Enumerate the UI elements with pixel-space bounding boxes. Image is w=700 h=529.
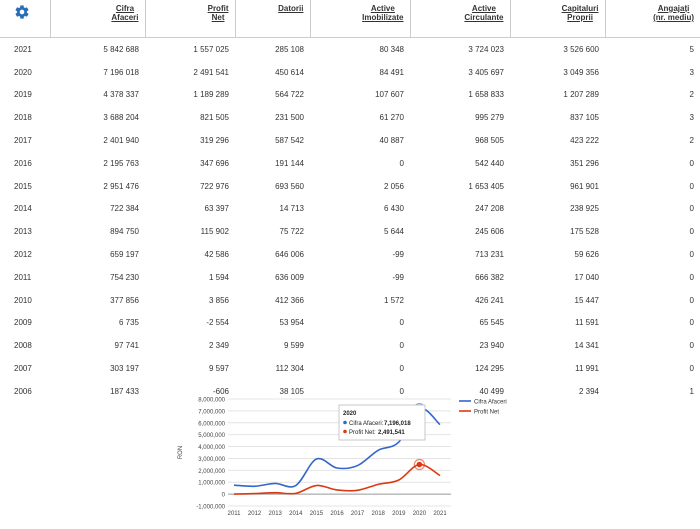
table-row bbox=[0, 266, 700, 289]
x-tick-label: 2021 bbox=[433, 511, 447, 517]
value-cell: 646 006 bbox=[275, 250, 304, 260]
col-active-imobilizate[interactable]: Active Imobilizate bbox=[310, 0, 410, 38]
value-cell: 61 270 bbox=[379, 113, 404, 123]
table-row bbox=[0, 198, 700, 221]
x-tick-label: 2020 bbox=[412, 511, 427, 517]
value-cell: 1 658 833 bbox=[468, 90, 504, 100]
year-cell: 2019 bbox=[14, 90, 32, 100]
year-cell: 2010 bbox=[14, 295, 32, 305]
line-chart bbox=[168, 385, 524, 527]
year-cell: 2006 bbox=[14, 386, 32, 396]
value-cell: 112 304 bbox=[275, 364, 304, 374]
table-row bbox=[0, 334, 700, 357]
value-cell: 3 bbox=[689, 67, 694, 77]
value-cell: 40 887 bbox=[379, 136, 404, 146]
value-cell: 59 626 bbox=[574, 250, 599, 260]
value-cell: 2 349 bbox=[208, 341, 229, 351]
value-cell: 2 951 476 bbox=[103, 181, 139, 191]
table-row bbox=[0, 84, 700, 107]
value-cell: 5 bbox=[689, 44, 694, 54]
value-cell: 351 296 bbox=[570, 158, 599, 168]
value-cell: 3 049 356 bbox=[563, 67, 599, 77]
value-cell: 347 696 bbox=[200, 158, 229, 168]
value-cell: 9 599 bbox=[283, 341, 304, 351]
table-body bbox=[0, 38, 700, 403]
value-cell: 0 bbox=[399, 386, 404, 396]
value-cell: 14 713 bbox=[279, 204, 304, 214]
value-cell: 75 722 bbox=[279, 227, 304, 237]
tooltip-label: Profit Net: bbox=[349, 430, 376, 436]
gear-icon[interactable] bbox=[14, 4, 30, 20]
tooltip-marker bbox=[343, 421, 347, 425]
value-cell: 115 902 bbox=[200, 227, 229, 237]
value-cell: -99 bbox=[392, 272, 404, 282]
value-cell: 2 195 763 bbox=[103, 158, 139, 168]
value-cell: 0 bbox=[689, 181, 694, 191]
table-row bbox=[0, 38, 700, 61]
year-cell: 2011 bbox=[14, 272, 32, 282]
table-row bbox=[0, 152, 700, 175]
x-tick-label: 2011 bbox=[227, 511, 241, 517]
y-tick-label: 2,000,000 bbox=[198, 468, 225, 475]
value-cell: 659 197 bbox=[110, 250, 139, 260]
value-cell: 754 230 bbox=[110, 272, 139, 282]
value-cell: 124 295 bbox=[475, 364, 504, 374]
year-cell: 2008 bbox=[14, 341, 32, 351]
value-cell: -2 554 bbox=[206, 318, 229, 328]
tooltip-year: 2020 bbox=[343, 411, 357, 417]
tooltip-label: Cifra Afaceri: bbox=[349, 421, 384, 427]
x-tick-label: 2017 bbox=[350, 511, 365, 517]
year-cell: 2015 bbox=[14, 181, 32, 191]
value-cell: 231 500 bbox=[275, 113, 304, 123]
value-cell: 968 505 bbox=[475, 136, 504, 146]
col-active-circulante[interactable]: Active Circulante bbox=[410, 0, 510, 38]
year-cell: 2018 bbox=[14, 113, 32, 123]
y-tick-label: 8,000,000 bbox=[198, 397, 225, 404]
value-cell: 0 bbox=[689, 364, 694, 374]
value-cell: 722 384 bbox=[110, 204, 139, 214]
col-profit-net[interactable]: Profit Net bbox=[145, 0, 235, 38]
year-cell: 2012 bbox=[14, 250, 32, 260]
value-cell: 3 688 204 bbox=[103, 113, 139, 123]
x-tick-label: 2014 bbox=[289, 511, 303, 517]
table-row bbox=[0, 312, 700, 335]
x-tick-label: 2016 bbox=[330, 511, 344, 517]
value-cell: 1 207 289 bbox=[563, 90, 599, 100]
value-cell: 2 056 bbox=[383, 181, 404, 191]
value-cell: 238 925 bbox=[570, 204, 599, 214]
value-cell: 666 382 bbox=[475, 272, 504, 282]
value-cell: 17 040 bbox=[574, 272, 599, 282]
value-cell: 9 597 bbox=[208, 364, 229, 374]
value-cell: 3 bbox=[689, 113, 694, 123]
value-cell: 564 722 bbox=[275, 90, 304, 100]
value-cell: 894 750 bbox=[110, 227, 139, 237]
x-tick-label: 2012 bbox=[247, 511, 262, 517]
highlight-point bbox=[417, 462, 423, 468]
value-cell: 412 366 bbox=[275, 295, 304, 305]
y-axis-label: RON bbox=[178, 445, 184, 460]
value-cell: 7 196 018 bbox=[103, 67, 139, 77]
value-cell: 247 208 bbox=[475, 204, 504, 214]
table-row bbox=[0, 357, 700, 380]
table-row bbox=[0, 289, 700, 312]
x-tick-label: 2013 bbox=[268, 511, 282, 517]
value-cell: -99 bbox=[392, 250, 404, 260]
value-cell: 3 856 bbox=[208, 295, 229, 305]
value-cell: 42 586 bbox=[204, 250, 229, 260]
value-cell: 1 bbox=[689, 386, 694, 396]
value-cell: 1 557 025 bbox=[193, 44, 229, 54]
value-cell: 0 bbox=[399, 158, 404, 168]
value-cell: 713 231 bbox=[475, 250, 504, 260]
year-cell: 2009 bbox=[14, 318, 32, 328]
value-cell: 80 348 bbox=[379, 44, 404, 54]
value-cell: 2 491 541 bbox=[193, 67, 229, 77]
value-cell: 2 401 940 bbox=[103, 136, 139, 146]
year-cell: 2013 bbox=[14, 227, 32, 237]
value-cell: 0 bbox=[689, 318, 694, 328]
value-cell: 1 189 289 bbox=[193, 90, 229, 100]
y-tick-label: 4,000,000 bbox=[198, 445, 225, 452]
value-cell: 961 901 bbox=[570, 181, 599, 191]
value-cell: 0 bbox=[689, 272, 694, 282]
series-line-1 bbox=[234, 464, 440, 494]
value-cell: 0 bbox=[689, 341, 694, 351]
y-tick-label: 1,000,000 bbox=[198, 480, 225, 487]
col-capitaluri-proprii[interactable]: Capitaluri Proprii bbox=[510, 0, 605, 38]
value-cell: 23 940 bbox=[479, 341, 504, 351]
value-cell: 0 bbox=[399, 364, 404, 374]
x-tick-label: 2015 bbox=[309, 511, 324, 517]
year-cell: 2014 bbox=[14, 204, 32, 214]
x-tick-label: 2019 bbox=[392, 511, 406, 517]
value-cell: 837 105 bbox=[570, 113, 599, 123]
tooltip-marker bbox=[343, 430, 347, 434]
value-cell: 175 528 bbox=[570, 227, 599, 237]
value-cell: 0 bbox=[399, 318, 404, 328]
value-cell: 191 144 bbox=[275, 158, 304, 168]
value-cell: 5 644 bbox=[383, 227, 404, 237]
value-cell: -606 bbox=[212, 386, 229, 396]
year-cell: 2021 bbox=[14, 44, 32, 54]
value-cell: 40 499 bbox=[479, 386, 504, 396]
table-row bbox=[0, 220, 700, 243]
value-cell: 0 bbox=[689, 250, 694, 260]
value-cell: 319 296 bbox=[200, 136, 229, 146]
x-tick-label: 2018 bbox=[371, 511, 385, 517]
value-cell: 995 279 bbox=[475, 113, 504, 123]
value-cell: 15 447 bbox=[574, 295, 599, 305]
col-datorii[interactable]: Datorii bbox=[235, 0, 310, 38]
value-cell: 3 405 697 bbox=[468, 67, 504, 77]
value-cell: 4 378 337 bbox=[103, 90, 139, 100]
table-row bbox=[0, 175, 700, 198]
value-cell: 303 197 bbox=[110, 364, 139, 374]
value-cell: 84 491 bbox=[379, 67, 404, 77]
line-chart-svg bbox=[168, 385, 524, 527]
year-cell: 2007 bbox=[14, 364, 32, 374]
value-cell: 5 842 688 bbox=[103, 44, 139, 54]
value-cell: 2 bbox=[689, 136, 694, 146]
table-row bbox=[0, 106, 700, 129]
value-cell: 0 bbox=[689, 295, 694, 305]
y-tick-label: 5,000,000 bbox=[198, 433, 225, 440]
year-cell: 2020 bbox=[14, 67, 32, 77]
value-cell: 722 976 bbox=[200, 181, 229, 191]
value-cell: 11 991 bbox=[575, 364, 599, 374]
value-cell: 107 607 bbox=[375, 90, 404, 100]
year-cell: 2017 bbox=[14, 136, 32, 146]
legend-label: Cifra Afaceri bbox=[474, 399, 507, 406]
settings-cell[interactable] bbox=[0, 0, 50, 38]
table-row bbox=[0, 129, 700, 152]
value-cell: 693 560 bbox=[275, 181, 304, 191]
value-cell: 3 724 023 bbox=[468, 44, 504, 54]
table-row bbox=[0, 61, 700, 84]
value-cell: 11 591 bbox=[575, 318, 599, 328]
y-tick-label: 7,000,000 bbox=[198, 409, 225, 416]
legend-label: Profit Net bbox=[474, 409, 500, 416]
value-cell: 821 505 bbox=[200, 113, 229, 123]
value-cell: 2 394 bbox=[578, 386, 599, 396]
value-cell: 187 433 bbox=[110, 386, 139, 396]
value-cell: 6 735 bbox=[118, 318, 139, 328]
value-cell: 0 bbox=[399, 341, 404, 351]
value-cell: 423 222 bbox=[570, 136, 599, 146]
value-cell: 1 594 bbox=[208, 272, 229, 282]
value-cell: 97 741 bbox=[114, 341, 139, 351]
value-cell: 0 bbox=[689, 227, 694, 237]
table-header-row bbox=[0, 0, 700, 38]
value-cell: 2 bbox=[689, 90, 694, 100]
value-cell: 426 241 bbox=[475, 295, 504, 305]
value-cell: 6 430 bbox=[383, 204, 404, 214]
value-cell: 377 856 bbox=[110, 295, 139, 305]
value-cell: 38 105 bbox=[279, 386, 304, 396]
value-cell: 285 108 bbox=[275, 44, 304, 54]
value-cell: 0 bbox=[689, 158, 694, 168]
value-cell: 14 341 bbox=[574, 341, 599, 351]
y-tick-label: 6,000,000 bbox=[198, 421, 225, 428]
tooltip-value: 2,491,541 bbox=[378, 430, 405, 436]
col-cifra-afaceri[interactable]: Cifra Afaceri bbox=[50, 0, 145, 38]
value-cell: 587 542 bbox=[275, 136, 304, 146]
col-angajati[interactable]: Angajați (nr. mediu) bbox=[605, 0, 700, 38]
value-cell: 1 572 bbox=[383, 295, 404, 305]
table-row bbox=[0, 243, 700, 266]
value-cell: 636 009 bbox=[275, 272, 304, 282]
y-tick-label: 3,000,000 bbox=[198, 456, 225, 463]
value-cell: 542 440 bbox=[475, 158, 504, 168]
value-cell: 245 606 bbox=[475, 227, 504, 237]
value-cell: 3 526 600 bbox=[563, 44, 599, 54]
value-cell: 53 954 bbox=[279, 318, 304, 328]
value-cell: 0 bbox=[689, 204, 694, 214]
value-cell: 450 614 bbox=[275, 67, 304, 77]
value-cell: 65 545 bbox=[479, 318, 504, 328]
value-cell: 1 653 405 bbox=[468, 181, 504, 191]
y-tick-label: 0 bbox=[221, 492, 225, 499]
value-cell: 63 397 bbox=[204, 204, 229, 214]
year-cell: 2016 bbox=[14, 158, 32, 168]
tooltip-value: 7,196,018 bbox=[384, 421, 411, 427]
y-tick-label: -1,000,000 bbox=[196, 504, 225, 511]
